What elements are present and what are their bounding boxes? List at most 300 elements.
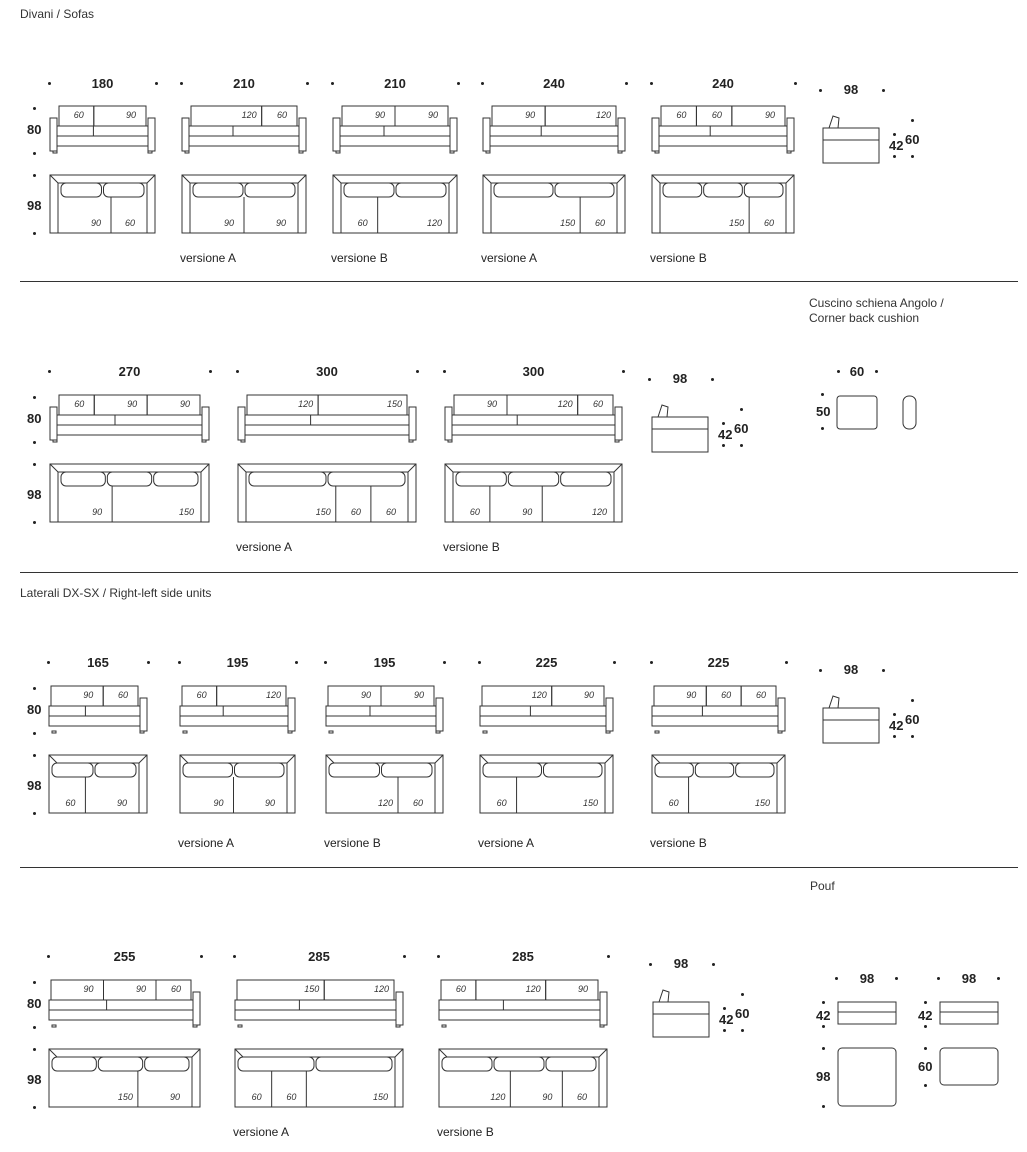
pouf-height-dim: 42 — [816, 1008, 831, 1023]
back-pillow — [238, 1057, 314, 1071]
version-label: versione A — [233, 1125, 290, 1139]
sofa-foot — [202, 440, 206, 442]
sofa-arm — [288, 698, 295, 731]
seat-size-label: 90 — [542, 1092, 553, 1102]
sofa-arm — [787, 118, 794, 151]
sofa-top-outline — [182, 175, 306, 233]
seat-size-label: 150 — [560, 218, 576, 228]
cushion-size-label: 120 — [557, 399, 573, 409]
sofa-top-corner — [777, 755, 785, 763]
seat-size-label: 90 — [522, 507, 533, 517]
cushion-size-label: 60 — [756, 690, 767, 700]
sofa-top-corner — [49, 755, 57, 763]
sofa-base — [439, 1010, 600, 1020]
sofa-arm — [50, 407, 57, 440]
dot — [821, 393, 824, 396]
dot — [893, 133, 896, 136]
dot — [740, 408, 743, 411]
dot — [155, 82, 158, 85]
sofa-foot — [450, 151, 454, 153]
cushion-size-label: 90 — [127, 399, 138, 409]
cushion-size-label: 90 — [414, 690, 425, 700]
cushion-size-label: 90 — [180, 399, 191, 409]
corner-cushion-front — [837, 396, 877, 429]
cushion-size-label: 90 — [375, 110, 386, 120]
dot — [794, 82, 797, 85]
dot — [650, 661, 653, 664]
sofa-top-outline — [50, 175, 155, 233]
version-label: versione B — [443, 540, 500, 554]
seat-cushion — [49, 1000, 193, 1010]
side-seat-dim: 42 — [718, 427, 733, 442]
dot — [180, 82, 183, 85]
back-pillow — [704, 183, 743, 197]
sofa-top-corner — [614, 464, 622, 472]
seat-cushion — [57, 126, 148, 136]
unit-width-dim: 180 — [91, 76, 114, 91]
sofa-arm — [333, 118, 340, 151]
sofa-foot — [409, 440, 413, 442]
dot — [457, 82, 460, 85]
side-height-dim: 60 — [905, 132, 920, 147]
sofa-foot — [600, 1025, 604, 1027]
dot — [403, 955, 406, 958]
pouf-top — [838, 1048, 896, 1106]
sofa-top-corner — [483, 175, 491, 183]
back-pillow — [736, 763, 774, 777]
back-cushion — [454, 395, 507, 415]
side-seat-dim: 42 — [719, 1012, 734, 1027]
unit-width-dim: 300 — [316, 364, 338, 379]
unit-width-dim: 240 — [543, 76, 565, 91]
section-title-corner-cushion-line2: Corner back cushion — [809, 311, 920, 325]
back-pillow — [193, 183, 243, 197]
back-pillow — [316, 1057, 392, 1071]
dot — [33, 152, 36, 155]
dot — [821, 427, 824, 430]
sofa-arm — [148, 118, 155, 151]
sofa-arm — [50, 118, 57, 151]
dot — [997, 977, 1000, 980]
back-pillow — [95, 763, 136, 777]
back-cushion — [395, 106, 448, 126]
sofa-arm — [600, 992, 607, 1025]
sofa-arm — [140, 698, 147, 731]
seat-size-label: 90 — [91, 218, 102, 228]
back-pillow — [544, 763, 603, 777]
back-pillow — [396, 183, 446, 197]
sofa-base — [49, 1010, 193, 1020]
dot — [911, 119, 914, 122]
back-cushion — [94, 106, 146, 126]
sofa-foot — [486, 151, 490, 153]
dot — [924, 1047, 927, 1050]
sofa-base — [180, 716, 288, 726]
sofa-base — [189, 136, 299, 146]
sofa-base — [480, 716, 606, 726]
sofa-top-corner — [139, 755, 147, 763]
sofa-top-outline — [49, 755, 147, 813]
sofa-top-corner — [445, 464, 453, 472]
cushion-size-label: 120 — [266, 690, 282, 700]
back-cushion — [147, 395, 200, 415]
dot — [147, 661, 150, 664]
cushion-size-label: 90 — [136, 984, 147, 994]
sofa-base — [340, 136, 450, 146]
dot — [722, 422, 725, 425]
sofa-top-corner — [395, 1049, 403, 1057]
dot — [48, 370, 51, 373]
cushion-size-label: 60 — [118, 690, 129, 700]
back-pillow — [145, 1057, 189, 1071]
version-label: versione A — [478, 836, 535, 850]
dot — [882, 669, 885, 672]
cushion-size-label: 60 — [73, 110, 84, 120]
dot — [33, 232, 36, 235]
unit-width-dim: 210 — [384, 76, 406, 91]
seat-cushion — [652, 706, 778, 716]
height-front-dim: 80 — [27, 996, 42, 1011]
back-pillow — [663, 183, 702, 197]
sofa-top-corner — [180, 755, 188, 763]
sofa-foot — [448, 440, 452, 442]
cushion-size-label: 120 — [531, 690, 547, 700]
pouf-front — [838, 1002, 896, 1024]
sofa-base — [57, 136, 148, 146]
back-pillow — [555, 183, 614, 197]
back-cushion — [328, 686, 381, 706]
back-pillow — [494, 183, 553, 197]
sofa-foot — [193, 1025, 197, 1027]
dot — [893, 155, 896, 158]
back-pillow — [61, 183, 102, 197]
pouf-width-dim: 98 — [859, 971, 875, 986]
sofa-base — [57, 425, 202, 435]
cushion-height-dim: 50 — [816, 404, 831, 419]
seat-cushion — [49, 706, 140, 716]
sofa-arm — [299, 118, 306, 151]
unit-width-dim: 285 — [512, 949, 534, 964]
back-cushion — [104, 980, 157, 1000]
dot — [33, 1048, 36, 1051]
sofa-top-corner — [50, 464, 58, 472]
version-label: versione A — [180, 251, 237, 265]
sofa-base — [490, 136, 618, 146]
unit-width-dim: 225 — [535, 655, 558, 670]
sofa-arm — [396, 992, 403, 1025]
seat-size-label: 150 — [729, 218, 745, 228]
cushion-size-label: 60 — [196, 690, 207, 700]
sofa-top-corner — [326, 755, 334, 763]
sofa-foot — [238, 1025, 242, 1027]
sofa-top-corner — [599, 1049, 607, 1057]
dot — [33, 396, 36, 399]
sofa-top-corner — [298, 175, 306, 183]
dot — [893, 713, 896, 716]
seat-size-label: 60 — [413, 798, 424, 808]
side-width-dim: 98 — [672, 371, 688, 386]
dot — [875, 370, 878, 373]
seat-size-label: 150 — [755, 798, 771, 808]
back-pillow — [744, 183, 783, 197]
seat-cushion — [659, 126, 787, 136]
seat-cushion — [439, 1000, 600, 1010]
cushion-size-label: 60 — [74, 399, 85, 409]
sofa-foot — [442, 1025, 446, 1027]
dot — [47, 955, 50, 958]
back-cushion — [492, 106, 545, 126]
dot — [33, 107, 36, 110]
dot — [33, 174, 36, 177]
back-pillow — [154, 472, 198, 486]
back-pillow — [442, 1057, 492, 1071]
dot — [822, 1001, 825, 1004]
dot — [911, 699, 914, 702]
seat-size-label: 60 — [577, 1092, 588, 1102]
sofa-top-corner — [449, 175, 457, 183]
cushion-size-label: 60 — [277, 110, 288, 120]
seat-cushion — [326, 706, 436, 716]
seat-size-label: 90 — [224, 218, 235, 228]
cushion-size-label: 150 — [387, 399, 403, 409]
height-front-dim: 80 — [27, 411, 42, 426]
dot — [443, 370, 446, 373]
seat-size-label: 60 — [125, 218, 136, 228]
height-depth-dim: 98 — [27, 487, 42, 502]
height-front-dim: 80 — [27, 122, 42, 137]
back-pillow — [104, 183, 145, 197]
dot — [740, 444, 743, 447]
dot — [650, 82, 653, 85]
seat-size-label: 150 — [179, 507, 195, 517]
sofa-top-corner — [652, 755, 660, 763]
cushion-size-label: 90 — [584, 690, 595, 700]
dot — [233, 955, 236, 958]
dot — [819, 669, 822, 672]
seat-size-label: 150 — [583, 798, 599, 808]
version-label: versione A — [481, 251, 538, 265]
seat-size-label: 60 — [386, 507, 397, 517]
seat-size-label: 120 — [378, 798, 394, 808]
height-depth-dim: 98 — [27, 198, 42, 213]
sofa-arm — [445, 407, 452, 440]
seat-size-label: 120 — [592, 507, 608, 517]
sofa-base — [659, 136, 787, 146]
cushion-size-label: 120 — [525, 984, 541, 994]
sofa-arm — [409, 407, 416, 440]
cushion-size-label: 60 — [721, 690, 732, 700]
back-pillow — [695, 763, 733, 777]
cushion-size-label: 90 — [525, 110, 536, 120]
seat-cushion — [480, 706, 606, 716]
sofa-foot — [618, 151, 622, 153]
dot — [911, 155, 914, 158]
sofa-foot — [778, 731, 782, 733]
seat-size-label: 120 — [490, 1092, 506, 1102]
sofa-top-corner — [49, 1049, 57, 1057]
sofa-foot — [655, 151, 659, 153]
sofa-foot — [655, 731, 659, 733]
side-width-dim: 98 — [673, 956, 689, 971]
dot — [819, 89, 822, 92]
sofa-top-corner — [786, 175, 794, 183]
sofa-top-corner — [182, 175, 190, 183]
side-backrest — [658, 405, 668, 417]
sofa-top-corner — [147, 175, 155, 183]
dot — [835, 977, 838, 980]
sofa-foot — [288, 731, 292, 733]
version-label: versione A — [178, 836, 235, 850]
dot — [613, 661, 616, 664]
sofa-arm — [615, 407, 622, 440]
cushion-size-label: 60 — [711, 110, 722, 120]
dot — [306, 82, 309, 85]
side-profile — [652, 417, 708, 452]
sofa-foot — [336, 151, 340, 153]
seat-size-label: 60 — [251, 1092, 262, 1102]
dot — [33, 754, 36, 757]
sofa-base — [245, 425, 409, 435]
seat-size-label: 150 — [117, 1092, 133, 1102]
seat-cushion — [490, 126, 618, 136]
back-pillow — [456, 472, 506, 486]
sofa-foot — [52, 731, 56, 733]
back-pillow — [183, 763, 233, 777]
side-profile — [653, 1002, 709, 1037]
cushion-size-label: 60 — [593, 399, 604, 409]
dot — [295, 661, 298, 664]
sofa-arm — [618, 118, 625, 151]
sofa-foot — [606, 731, 610, 733]
back-pillow — [52, 1057, 96, 1071]
cushion-size-label: 120 — [596, 110, 612, 120]
cushion-size-label: 90 — [578, 984, 589, 994]
back-pillow — [52, 763, 93, 777]
section-title-pouf: Pouf — [810, 879, 835, 893]
sofa-arm — [202, 407, 209, 440]
version-label: versione B — [324, 836, 381, 850]
cushion-size-label: 120 — [374, 984, 390, 994]
side-backrest — [659, 990, 669, 1002]
dot — [924, 1025, 927, 1028]
sofa-base — [49, 716, 140, 726]
seat-size-label: 60 — [764, 218, 775, 228]
dot — [822, 1047, 825, 1050]
cushion-size-label: 90 — [428, 110, 439, 120]
pouf-front — [940, 1002, 998, 1024]
seat-cushion — [235, 1000, 396, 1010]
dot — [741, 1029, 744, 1032]
dot — [437, 955, 440, 958]
sofa-top-corner — [238, 464, 246, 472]
dot — [785, 661, 788, 664]
back-cushion — [654, 686, 706, 706]
dot — [33, 732, 36, 735]
dot — [481, 82, 484, 85]
cushion-size-label: 90 — [765, 110, 776, 120]
sofa-foot — [787, 151, 791, 153]
back-cushion — [51, 686, 103, 706]
cushion-width-dim: 60 — [849, 364, 865, 379]
sofa-top-corner — [50, 175, 58, 183]
unit-width-dim: 195 — [226, 655, 249, 670]
side-backrest — [829, 116, 839, 128]
dot — [33, 521, 36, 524]
seat-cushion — [452, 415, 615, 425]
unit-width-dim: 270 — [118, 364, 141, 379]
dot — [711, 378, 714, 381]
dot — [911, 735, 914, 738]
corner-cushion-side — [903, 396, 916, 429]
dot — [236, 370, 239, 373]
dot — [723, 1029, 726, 1032]
height-depth-dim: 98 — [27, 778, 42, 793]
dot — [893, 735, 896, 738]
back-pillow — [483, 763, 542, 777]
unit-width-dim: 225 — [707, 655, 730, 670]
section-title-sofas: Divani / Sofas — [20, 7, 95, 21]
dot — [200, 955, 203, 958]
cushion-size-label: 150 — [304, 984, 320, 994]
seat-size-label: 60 — [357, 218, 368, 228]
seat-size-label: 150 — [373, 1092, 389, 1102]
dot — [416, 370, 419, 373]
unit-width-dim: 195 — [373, 655, 396, 670]
sofa-foot — [241, 440, 245, 442]
dot — [47, 661, 50, 664]
cushion-size-label: 60 — [676, 110, 687, 120]
cushion-size-label: 120 — [241, 110, 257, 120]
unit-width-dim: 255 — [113, 949, 136, 964]
dot — [837, 370, 840, 373]
dot — [48, 82, 51, 85]
sofa-top-corner — [287, 755, 295, 763]
sofa-top-corner — [192, 1049, 200, 1057]
divider — [20, 281, 1018, 282]
back-pillow — [249, 472, 326, 486]
dot — [924, 1084, 927, 1087]
height-depth-dim: 98 — [27, 1072, 42, 1087]
sofa-top-corner — [333, 175, 341, 183]
back-pillow — [655, 763, 693, 777]
side-profile — [823, 128, 879, 163]
side-height-dim: 60 — [735, 1006, 750, 1021]
cushion-size-label: 120 — [298, 399, 314, 409]
cushion-size-label: 60 — [171, 984, 182, 994]
unit-width-dim: 285 — [308, 949, 330, 964]
sofa-top-corner — [439, 1049, 447, 1057]
cushion-size-label: 90 — [83, 984, 94, 994]
cushion-size-label: 90 — [686, 690, 697, 700]
sofa-top-corner — [652, 175, 660, 183]
sofa-foot — [53, 440, 57, 442]
version-label: versione B — [437, 1125, 494, 1139]
dot — [712, 963, 715, 966]
pouf-top — [940, 1048, 998, 1085]
cushion-size-label: 60 — [455, 984, 466, 994]
sofa-top-corner — [235, 1049, 243, 1057]
cushion-size-label: 90 — [361, 690, 372, 700]
dot — [723, 1007, 726, 1010]
height-front-dim: 80 — [27, 702, 42, 717]
seat-size-label: 60 — [65, 798, 76, 808]
dot — [822, 1105, 825, 1108]
sofa-foot — [483, 731, 487, 733]
back-pillow — [61, 472, 105, 486]
sofa-foot — [396, 1025, 400, 1027]
back-pillow — [344, 183, 394, 197]
side-seat-dim: 42 — [889, 138, 904, 153]
